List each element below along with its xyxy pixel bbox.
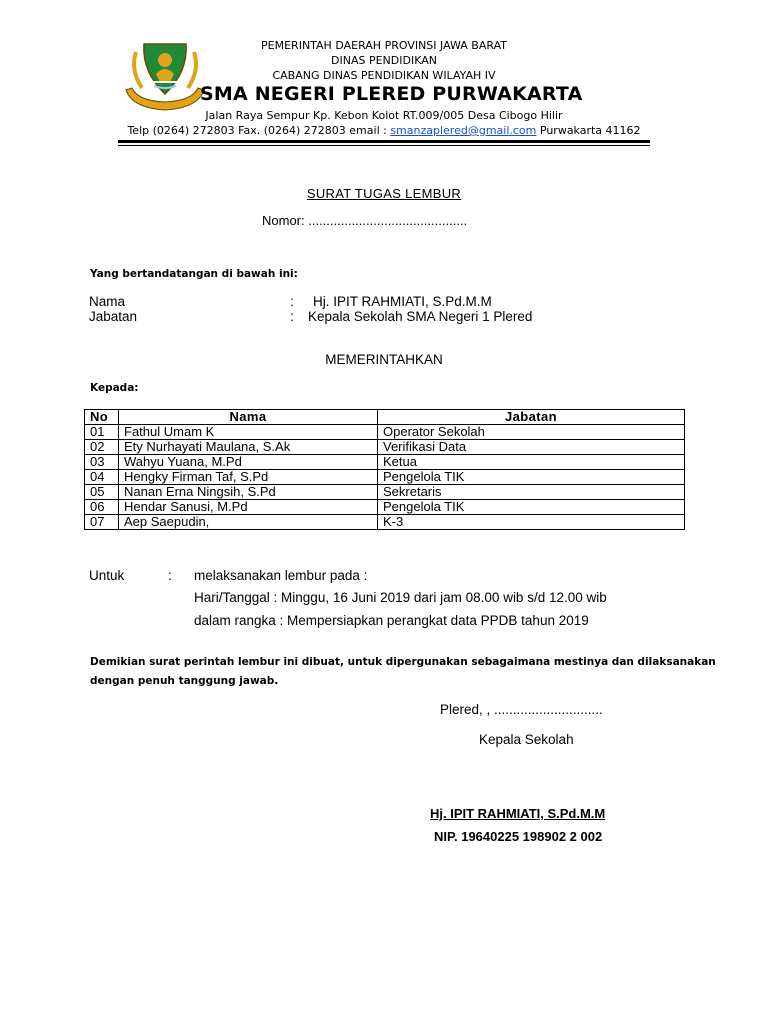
signer-position-sep: : [290,309,294,324]
school-name: SMA NEGERI PLERED PURWAKARTA [200,83,583,105]
signer-position-label: Jabatan [89,309,138,324]
cell-no: 03 [85,455,119,470]
table-row [85,500,685,515]
closing-line-1: Demikian surat perintah lembur ini dibuat, untuk dipergunakan sebagaimana mestinya dan dilaksanakan [90,656,716,668]
cell-nama: Hendar Sanusi, M.Pd [119,500,378,515]
email-link[interactable]: smanzaplered@gmail.com [390,124,537,137]
recipients-label: Kepada: [90,382,139,394]
signer-name-label: Nama [89,294,126,309]
cell-nama: Aep Saepudin, [119,515,378,530]
cell-nama: Hengky Firman Taf, S.Pd [119,470,378,485]
signer-position-value: Kepala Sekolah SMA Negeri 1 Plered [308,309,533,324]
school-contact [0,124,768,137]
table-row [85,470,685,485]
signer-name-value: Hj. IPIT RAHMIATI, S.Pd.M.M [313,294,492,309]
cell-jabatan: K-3 [378,515,685,530]
staff-table [84,409,685,530]
command-heading: MEMERINTAHKAN [325,352,443,367]
header-branch: CABANG DINAS PENDIDIKAN WILAYAH IV [272,69,496,82]
table-row [85,515,685,530]
col-header-no: No [85,410,119,425]
task-line-2: Hari/Tanggal : Minggu, 16 Juni 2019 dari jam 08.00 wib s/d 12.00 wib [194,590,607,605]
contact-suffix: Purwakarta 41162 [536,124,641,137]
cell-no: 01 [85,425,119,440]
closing-line-2: dengan penuh tanggung jawab. [90,675,279,687]
signer-name-sep: : [290,294,294,309]
cell-nama: Ety Nurhayati Maulana, S.Ak [119,440,378,455]
col-header-jabatan: Jabatan [378,410,685,425]
cell-jabatan: Verifikasi Data [378,440,685,455]
cell-nama: Wahyu Yuana, M.Pd [119,455,378,470]
cell-no: 07 [85,515,119,530]
cell-jabatan: Sekretaris [378,485,685,500]
letter-number: Nomor: ............................................ [262,213,468,228]
table-row [85,440,685,455]
cell-no: 02 [85,440,119,455]
cell-jabatan: Pengelola TIK [378,470,685,485]
cell-no: 05 [85,485,119,500]
table-row [85,485,685,500]
task-line-3: dalam rangka : Mempersiapkan perangkat data PPDB tahun 2019 [194,613,589,628]
table-header-row [85,410,685,425]
letter-title: SURAT TUGAS LEMBUR [306,186,462,201]
header-rule-thick [118,140,650,143]
cell-nama: Fathul Umam K [119,425,378,440]
contact-prefix: Telp (0264) 272803 Fax. (0264) 272803 email : [127,124,391,137]
signer-nip: NIP. 19640225 198902 2 002 [434,829,603,844]
table-row [85,455,685,470]
header-department: DINAS PENDIDIKAN [331,54,437,67]
cell-jabatan: Operator Sekolah [378,425,685,440]
table-row [85,425,685,440]
cell-jabatan: Pengelola TIK [378,500,685,515]
cell-no: 06 [85,500,119,515]
task-label: Untuk [89,568,125,583]
intro-text: Yang bertandatangan di bawah ini: [90,268,298,280]
cell-no: 04 [85,470,119,485]
signer-name: Hj. IPIT RAHMIATI, S.Pd.M.M [430,806,606,821]
header-government: PEMERINTAH DAERAH PROVINSI JAWA BARAT [261,39,507,52]
school-address: Jalan Raya Sempur Kp. Kebon Kolot RT.009/005 Desa Cibogo Hilir [205,109,563,122]
signer-role: Kepala Sekolah [479,732,574,747]
task-line-1: melaksanakan lembur pada : [194,568,368,583]
cell-jabatan: Ketua [378,455,685,470]
place-date: Plered, , ............................. [440,702,603,717]
col-header-nama: Nama [119,410,378,425]
cell-nama: Nanan Erna Ningsih, S.Pd [119,485,378,500]
header-rule-thin [118,145,650,146]
task-sep: : [168,568,172,583]
